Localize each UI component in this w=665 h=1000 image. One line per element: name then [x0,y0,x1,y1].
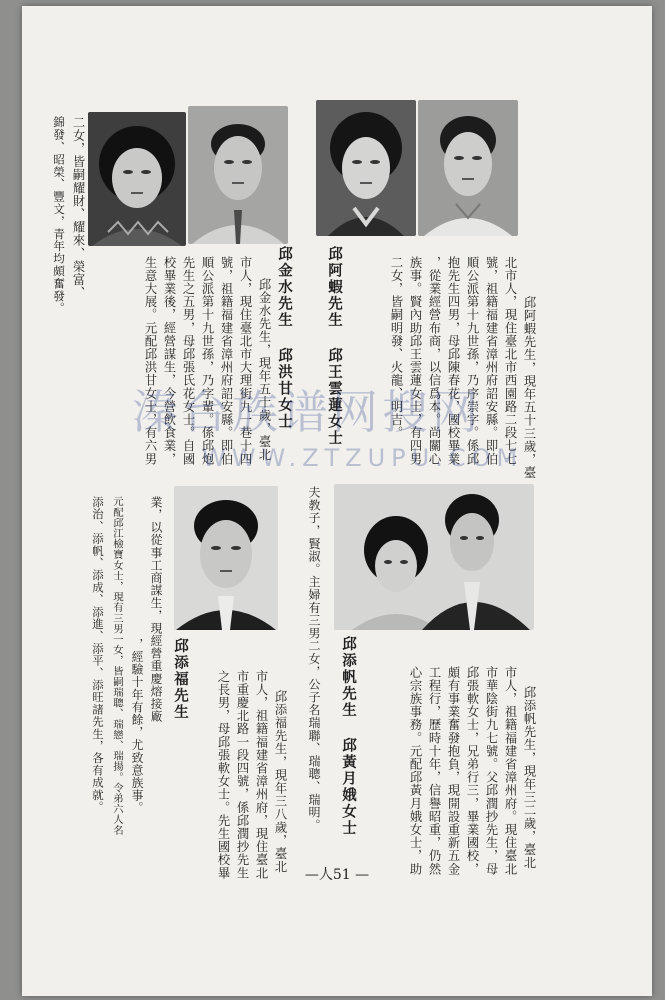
text-column: 業，以從事工商謀生，現經營重慶熔接廠 [149,496,163,723]
photo-qiu-hong-gan [88,112,186,246]
text-column: 北市人，現住臺北市西園路二段七七 [503,256,517,466]
text-column: 錦發、昭榮、豐文，青年均頗奮發。 [52,116,66,315]
text-column: 添治、添帆、添成、添進、添平、添旺諸先生，各有成就。 [91,496,105,814]
text-column: ，經驗十年有餘，尤致意族事。 [130,638,144,815]
scanned-page [22,6,652,996]
text-column: 二女，皆嗣耀財、耀來、榮富、 [71,116,85,300]
text-column: 校畢業後，經營謀生，今營飲食業， [162,256,176,466]
photo-qiu-tianfan-couple [334,484,534,630]
photo-qiu-tianfu [174,486,278,630]
text-column: 市人，現住臺北市大理街九一巷十四 [238,256,252,466]
page-number: —人51 — [304,867,370,883]
text-column: 二女，皆嗣明發、火龍、明吉。 [389,256,403,440]
watermark-chinese: 溱台族谱网搜网 [132,385,482,439]
text-column: 心宗族事務。元配邱黃月娥女士，助 [408,666,422,876]
caption-top-right: 邱阿蝦先生 邱王雲蓮女士 [326,246,343,447]
text-column: 順公派第十九世孫，乃序崇字。係邱 [465,256,479,466]
photo-qiu-wang-yunlian [316,100,416,236]
caption-bottom-right: 邱添帆先生 邱黃月娥女士 [340,636,357,837]
text-column: 邱添福先生，現年三八歲，臺北 [273,690,287,874]
text-column: 夫教子，賢淑。主婦有三男二女，公子名瑞聯、瑞聰、瑞明。 [307,486,321,832]
text-column: 抱先生四男，母邱陳春花，國校畢業 [446,256,460,466]
text-column: 邱添帆先生，現年三二歲，臺北 [522,686,536,870]
text-column: 先生之五男，母邱張氏花女士。自國 [181,256,195,466]
watermark-url: WWW.ZTZUPU.COM [202,444,524,472]
text-column: 族事。賢內助邱王雲蓮女士，有四男 [408,256,422,466]
text-column: 頗有事業奮發抱負，現開設重新五金 [446,666,460,876]
photo-qiu-jinshui [188,106,288,244]
text-column: 邱阿蝦先生，現年五十三歲，臺 [522,296,536,480]
text-column: 元配邱江檢寶女士，現有三男一女，皆嗣瑞聰、瑞戀、瑞揚。令弟六人名 [111,496,123,836]
text-column: 號，祖籍福建省漳州府詔安縣。即伯 [484,256,498,466]
caption-top-left: 邱金水先生 邱洪甘女士 [276,246,293,430]
text-column: 市人，祖籍福建省漳州府。現住臺北 [503,666,517,876]
caption-bottom-left: 邱添福先生 [172,638,189,721]
text-column: ，從業經營布商，以信爲本。尚關心 [427,256,441,466]
text-column: 順公派第十九世孫，乃字輩。係邱炮 [200,256,214,466]
text-column: 生意大展。元配邱洪甘女士，有六男 [143,256,157,466]
text-column: 市華陰街九七號。父邱潤抄先生，母 [484,666,498,876]
text-column: 市人，祖籍福建省漳州府，現住臺北 [254,670,268,880]
text-column: 邱張軟女士，兄弟行三，畢業國校， [465,666,479,876]
text-column: 工程行，歷時十年，信譽昭重，仍然 [427,666,441,876]
text-column: 之長男，母邱張軟女士。先生國校畢 [216,670,230,880]
text-column: 市重慶北路一段四號，係邱潤抄先生 [235,670,249,880]
text-column: 號，祖籍福建省漳州府詔安縣。即伯 [219,256,233,466]
photo-qiu-axia [418,100,518,236]
text-column: 邱金水先生，現年五十歲，臺北 [257,278,271,462]
